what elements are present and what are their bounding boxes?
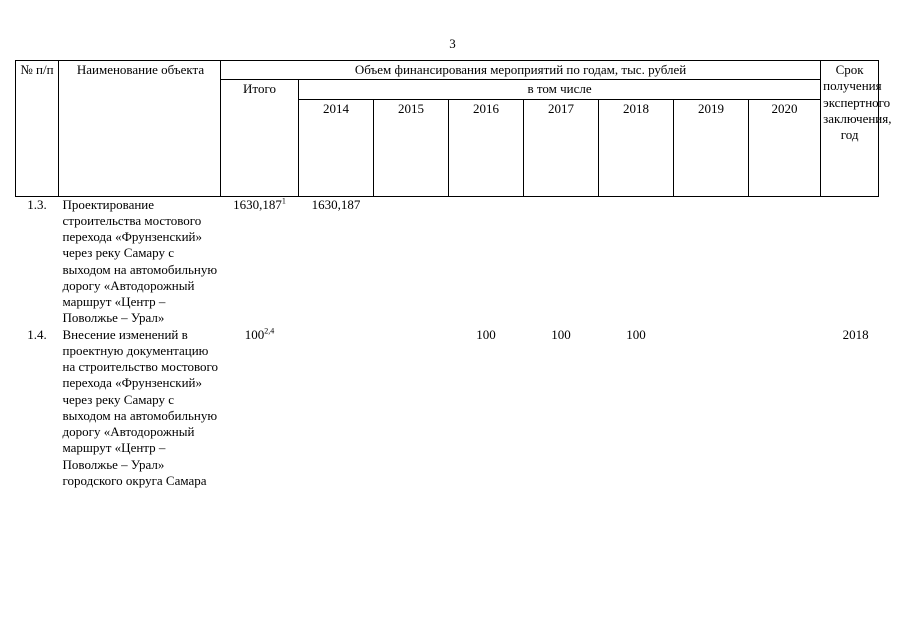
row-total [221, 327, 299, 490]
row-name-text: Внесение изменений в проектную документацию на строительство мостового перехода «Фрунзенский» через реку Самару с выходом на автомобильную дорогу «Автодорожный маршрут «Центр – Поволжье – Урал» городского округа Самара [62, 326, 219, 488]
row-total-footnote: 1 [281, 196, 286, 206]
header-year: 2016 [449, 99, 524, 196]
header-year: 2017 [524, 99, 599, 196]
row-total-value: 100 [244, 326, 265, 342]
row-name-text: Проектирование строительства мостового перехода «Фрунзенский» через реку Самару с выходом на автомобильную дорогу «Автодорожный маршрут «Центр – Поволжье – Урал» [62, 196, 218, 326]
header-year: 2014 [299, 99, 374, 196]
row-num: 1.3. [27, 196, 47, 212]
row-total-value: 1630,187 [233, 196, 282, 212]
row-value [449, 196, 524, 327]
row-total [221, 196, 299, 327]
header-name: Наименование объекта [59, 61, 221, 197]
header-total: Итого [221, 80, 299, 196]
financing-table [15, 60, 892, 489]
row-value [749, 196, 821, 327]
header-year: 2015 [374, 99, 449, 196]
header-term: Срок получения экспертного заключения, год [821, 61, 879, 197]
row-term: 2018 [842, 326, 869, 342]
row-value: 100 [626, 326, 646, 342]
row-value: 100 [476, 326, 496, 342]
table-row [16, 196, 879, 327]
row-value [599, 196, 674, 327]
row-num: 1.4. [27, 326, 47, 342]
row-term [821, 196, 879, 327]
header-num: № п/п [16, 61, 59, 197]
row-total-footnote: 2,4 [264, 326, 275, 336]
header-year: 2018 [599, 99, 674, 196]
header-year: 2020 [749, 99, 821, 196]
row-value [674, 327, 749, 490]
row-name [59, 196, 221, 327]
row-value [299, 327, 374, 490]
header-including: в том числе [299, 80, 821, 99]
row-value [749, 327, 821, 490]
page-number: 3 [449, 36, 456, 51]
header-financing: Объем финансирования мероприятий по годам, тыс. рублей [221, 61, 821, 80]
row-value [674, 196, 749, 327]
row-value: 1630,187 [311, 196, 361, 212]
header-year: 2019 [674, 99, 749, 196]
row-value [374, 196, 449, 327]
row-value [374, 327, 449, 490]
row-name [59, 327, 221, 490]
row-value [524, 196, 599, 327]
table-row [16, 327, 879, 490]
row-value: 100 [551, 326, 571, 342]
